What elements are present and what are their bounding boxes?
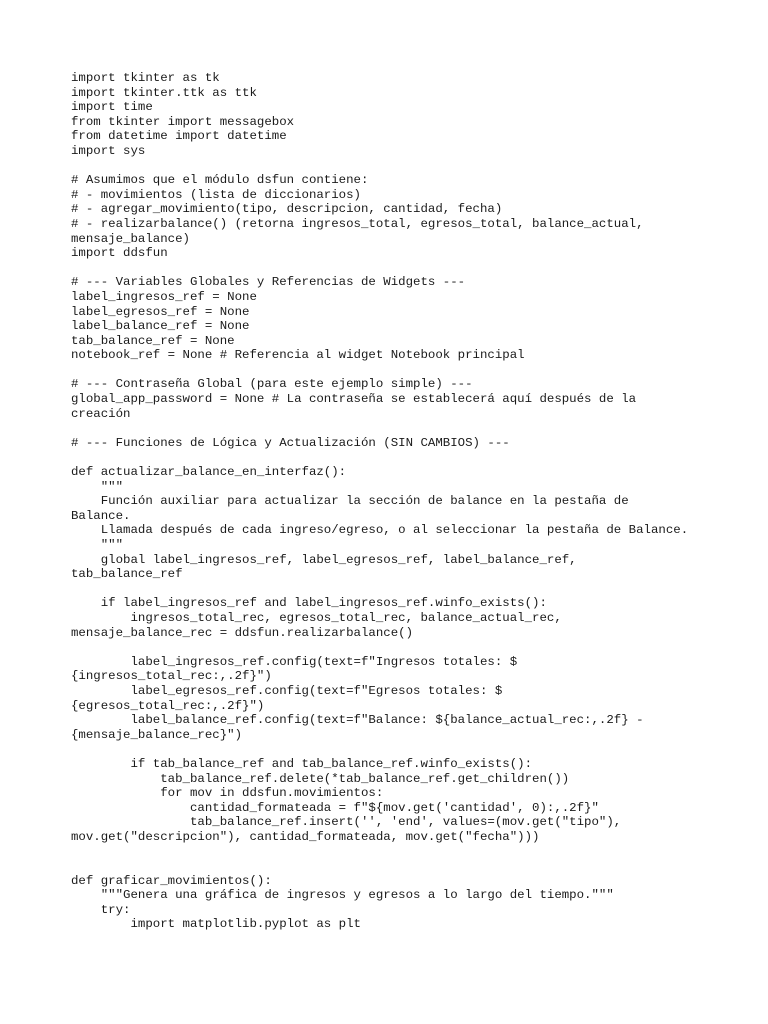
code-line: import time [71, 100, 153, 115]
code-line: def actualizar_balance_en_interfaz(): [71, 465, 347, 480]
code-line: """Genera una gráfica de ingresos y egresos a lo largo del tiempo.""" [71, 888, 614, 903]
code-line: label_ingresos_ref = None [71, 289, 257, 304]
code-line: if label_ingresos_ref and label_ingresos_ref.winfo_exists(): [71, 596, 547, 611]
code-line: def graficar_movimientos(): [71, 873, 272, 888]
code-line [71, 859, 711, 874]
code-line: {ingresos_total_rec:,.2f}") [71, 669, 272, 684]
code-line: import matplotlib.pyplot as plt [71, 917, 361, 932]
code-line: # - agregar_movimiento(tipo, descripcion, cantidad, fecha) [71, 202, 503, 217]
code-line: """ [71, 479, 124, 494]
code-line [71, 582, 711, 597]
code-line: for mov in ddsfun.movimientos: [71, 786, 384, 801]
code-line: import tkinter.ttk as ttk [71, 85, 257, 100]
code-line [71, 450, 711, 465]
code-line: # --- Variables Globales y Referencias de Widgets --- [71, 275, 466, 290]
code-line: from tkinter import messagebox [71, 114, 295, 129]
code-line: {egresos_total_rec:,.2f}") [71, 698, 265, 713]
code-line: label_egresos_ref = None [71, 304, 250, 319]
code-line: label_balance_ref.config(text=f"Balance: ${balance_actual_rec:,.2f} - [71, 713, 644, 728]
code-line: {mensaje_balance_rec}") [71, 727, 243, 742]
code-line: tab_balance_ref.delete(*tab_balance_ref.get_children()) [71, 771, 570, 786]
code-line: tab_balance_ref.insert('', 'end', values=(mov.get("tipo"), [71, 815, 622, 830]
code-line: cantidad_formateada = f"${mov.get('cantidad', 0):,.2f}" [71, 800, 599, 815]
code-line: # Asumimos que el módulo dsfun contiene: [71, 173, 369, 188]
code-line: # - realizarbalance() (retorna ingresos_total, egresos_total, balance_actual, [71, 216, 644, 231]
code-line: import ddsfun [71, 246, 168, 261]
code-line: ingresos_total_rec, egresos_total_rec, balance_actual_rec, [71, 610, 562, 625]
code-line: mensaje_balance) [71, 231, 190, 246]
code-line: tab_balance_ref [71, 567, 183, 582]
code-line [71, 421, 711, 436]
code-line: # --- Contraseña Global (para este ejemplo simple) --- [71, 377, 473, 392]
code-line: Llamada después de cada ingreso/egreso, o al seleccionar la pestaña de Balance. [71, 523, 689, 538]
code-line: # - movimientos (lista de diccionarios) [71, 187, 361, 202]
code-listing [71, 71, 711, 932]
code-line [71, 844, 711, 859]
code-line: tab_balance_ref = None [71, 333, 235, 348]
code-line: mensaje_balance_rec = ddsfun.realizarbalance() [71, 625, 414, 640]
code-line: from datetime import datetime [71, 129, 287, 144]
code-line [71, 742, 711, 757]
code-line [71, 640, 711, 655]
code-line [71, 159, 711, 174]
code-line: """ [71, 538, 124, 552]
code-line: label_ingresos_ref.config(text=f"Ingresos totales: $ [71, 654, 518, 669]
code-line: import tkinter as tk [71, 71, 220, 85]
code-line: import sys [71, 143, 146, 158]
code-line: label_balance_ref = None [71, 319, 250, 334]
code-line: Balance. [71, 508, 131, 523]
code-line: global_app_password = None # La contraseña se establecerá aquí después de la [71, 392, 637, 407]
code-line: global label_ingresos_ref, label_egresos_ref, label_balance_ref, [71, 552, 577, 567]
code-line: if tab_balance_ref and tab_balance_ref.winfo_exists(): [71, 756, 533, 771]
code-line: notebook_ref = None # Referencia al widget Notebook principal [71, 348, 525, 363]
code-line: Función auxiliar para actualizar la sección de balance en la pestaña de [71, 494, 629, 509]
code-line: try: [71, 902, 131, 917]
code-line: # --- Funciones de Lógica y Actualización (SIN CAMBIOS) --- [71, 435, 510, 450]
code-line [71, 363, 711, 378]
code-line: label_egresos_ref.config(text=f"Egresos totales: $ [71, 683, 503, 698]
code-line: creación [71, 406, 131, 421]
code-line [71, 261, 711, 276]
code-line: mov.get("descripcion"), cantidad_formateada, mov.get("fecha"))) [71, 829, 540, 844]
